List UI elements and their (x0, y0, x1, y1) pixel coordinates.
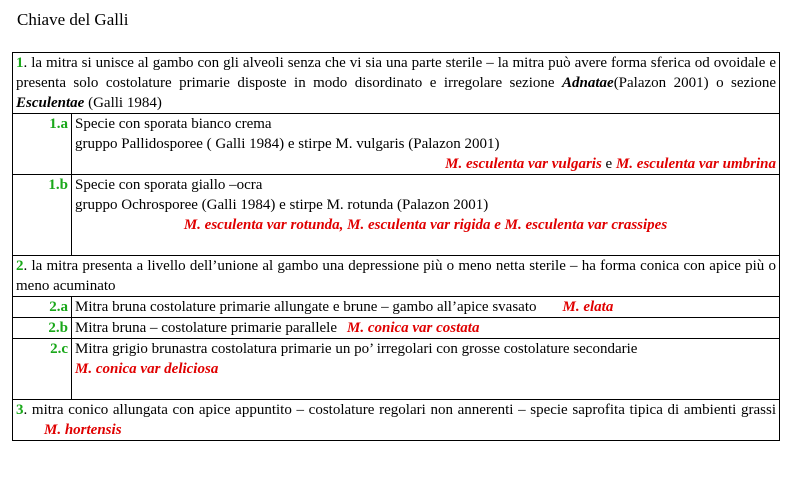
key-row-3 (13, 400, 780, 441)
section-adnatae: Adnatae (562, 75, 614, 91)
key-text-2: . la mitra presenta a livello dell’unione al gambo una depressione più o meno netta sterile – ha forma conica con apice più o meno acuminato (16, 258, 776, 294)
section-esculentae: Esculentae (16, 95, 85, 111)
key-text-3: . mitra conico allungata con apice appuntito – costolature regolari non annerenti – specie saprofita tipica di ambienti grassi (23, 402, 776, 418)
entry-1b-species: M. esculenta var rotunda, M. esculenta var rigida e M. esculenta var crassipes (183, 217, 668, 233)
species-deliciosa: M. conica var deliciosa (75, 361, 219, 377)
entry-2c-spacer (75, 379, 776, 399)
species-costata: M. conica var costata (346, 320, 480, 336)
key-entry-2b (72, 318, 780, 339)
key-entry-1 (13, 53, 780, 114)
species-join: e (601, 156, 616, 172)
key-entry-2c (72, 339, 780, 400)
key-label-2c: 2.c (13, 339, 72, 400)
species-vulgaris: M. esculenta var vulgaris (445, 156, 602, 172)
key-entry-3 (13, 400, 780, 441)
key-row-2b (13, 318, 780, 339)
key-row-2c (13, 339, 780, 400)
key-entry-1b (72, 175, 780, 256)
species-elata: M. elata (562, 299, 614, 315)
entry-1a-line1: Specie con sporata bianco crema (75, 116, 272, 132)
entry-1a-species (75, 154, 776, 174)
key-label-2a: 2.a (13, 297, 72, 318)
species-umbrina: M. esculenta var umbrina (615, 156, 776, 172)
key-number-3: 3 (16, 402, 24, 418)
entry-1b-spacer (75, 235, 776, 255)
key-row-2a (13, 297, 780, 318)
key-text-1c: (Galli 1984) (84, 95, 162, 111)
key-row-2 (13, 256, 780, 297)
entry-2a-text: Mitra bruna costolature primarie allungate e brune – gambo all’apice svasato (75, 299, 537, 315)
entry-2c-text: Mitra grigio brunastra costolatura primarie un po’ irregolari con grosse costolature secondarie (75, 341, 638, 357)
key-number-1: 1 (16, 55, 24, 71)
entry-1a-line2: gruppo Pallidosporee ( Galli 1984) e stirpe M. vulgaris (Palazon 2001) (75, 136, 500, 152)
page-title: Chiave del Galli (17, 10, 129, 29)
key-entry-2 (13, 256, 780, 297)
key-row-1 (13, 53, 780, 114)
key-label-1a: 1.a (13, 114, 72, 175)
species-hortensis: M. hortensis (44, 422, 122, 438)
identification-key-table (12, 52, 780, 441)
entry-1b-line2: gruppo Ochrosporee (Galli 1984) e stirpe M. rotunda (Palazon 2001) (75, 197, 489, 213)
key-label-2b: 2.b (13, 318, 72, 339)
key-entry-1a (72, 114, 780, 175)
key-entry-2a (72, 297, 780, 318)
key-number-2: 2 (16, 258, 24, 274)
key-text-1a: . la mitra si unisce al gambo con gli alveoli senza che vi sia una parte sterile – la mitra può avere forma sferica od ovoidale e presenta solo costolature primarie disposte in modo disordinato e irregolare sezione (16, 55, 776, 91)
key-row-1a (13, 114, 780, 175)
key-label-1b: 1.b (13, 175, 72, 256)
entry-1b-line1: Specie con sporata giallo –ocra (75, 177, 263, 193)
entry-2b-text: Mitra bruna – costolature primarie parallele (75, 320, 337, 336)
key-text-1b: (Palazon 2001) o sezione (613, 75, 776, 91)
key-row-1b (13, 175, 780, 256)
